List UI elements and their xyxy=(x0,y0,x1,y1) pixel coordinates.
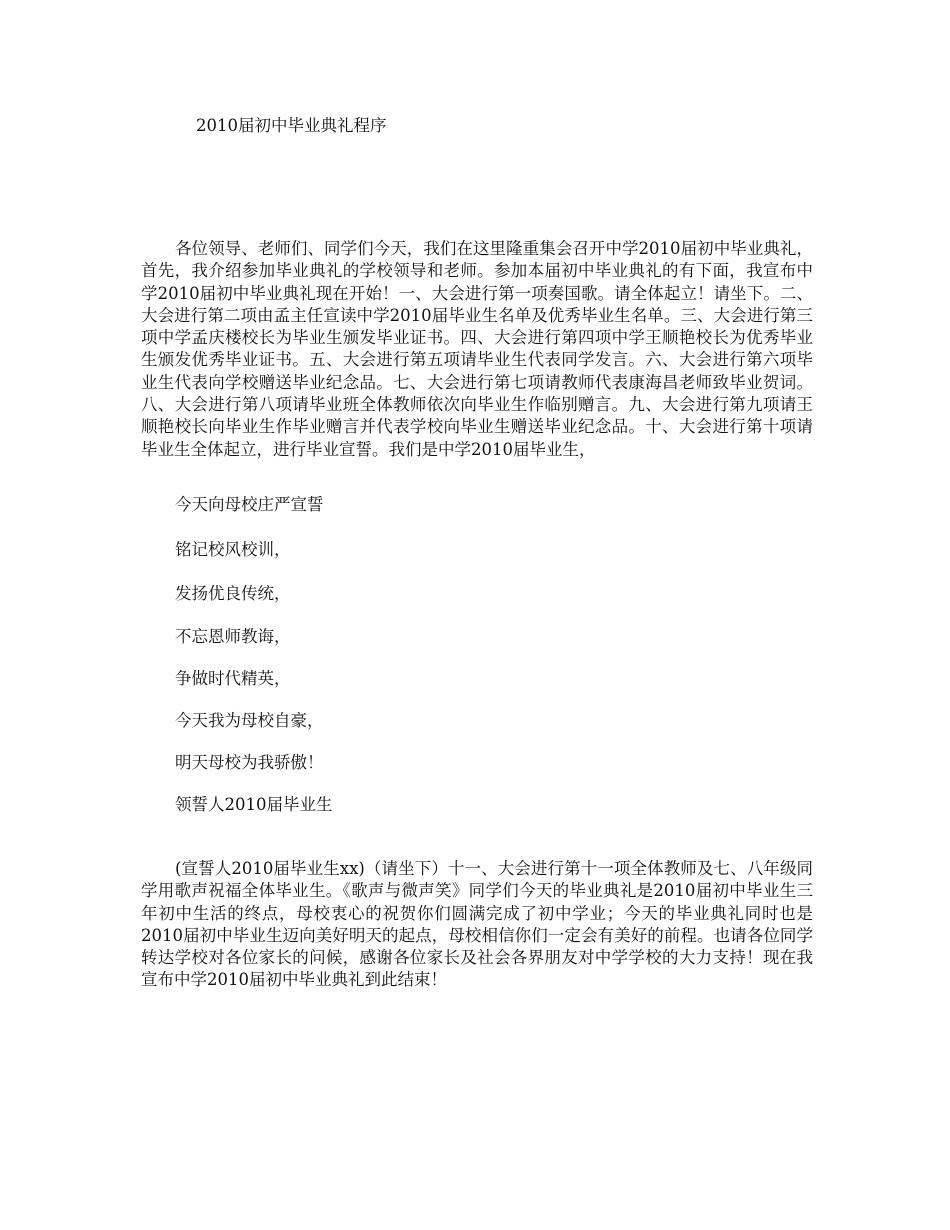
oath-line: 发扬优良传统， xyxy=(175,584,291,603)
document-title: 2010届初中毕业典礼程序 xyxy=(196,116,387,135)
oath-line: 铭记校风校训， xyxy=(175,540,291,559)
closing-paragraph: (宣誓人2010届毕业生xx)（请坐下）十一、大会进行第十一项全体教师及七、八年级同学用歌声祝福全体毕业生。《歌声与微声笑》同学们今天的毕业典礼是2010届初中毕业生三年初中生活的终点，母校衷心的祝贺你们圆满完成了初中学业；今天的毕业典礼同时也是2010届初中毕业生迈向美好明天的起点，母校相信你们一定会有美好的前程。也请各位同学转达学校对各位家长的问候，感谢各位家长及社会各界朋友对中学学校的大力支持！现在我宣布中学2010届初中毕业典礼到此结束！ xyxy=(141,859,813,990)
oath-line: 今天向母校庄严宣誓 xyxy=(175,495,324,514)
oath-line: 明天母校为我骄傲！ xyxy=(175,753,324,772)
oath-line: 今天我为母校自豪， xyxy=(175,711,324,730)
oath-line: 争做时代精英， xyxy=(175,669,291,688)
oath-leader-line: 领誓人2010届毕业生 xyxy=(175,795,333,814)
opening-paragraph: 各位领导、老师们、同学们今天，我们在这里隆重集会召开中学2010届初中毕业典礼，首先，我介绍参加毕业典礼的学校领导和老师。参加本届初中毕业典礼的有下面，我宣布中学2010届初中毕业典礼现在开始！一、大会进行第一项奏国歌。请全体起立！请坐下。二、大会进行第二项由孟主任宣读中学2010届毕业生名单及优秀毕业生名单。三、大会进行第三项中学孟庆楼校长为毕业生颁发毕业证书。四、大会进行第四项中学王顺艳校长为优秀毕业生颁发优秀毕业证书。五、大会进行第五项请毕业生代表同学发言。六、大会进行第六项毕业生代表向学校赠送毕业纪念品。七、大会进行第七项请教师代表康海昌老师致毕业贺词。八、大会进行第八项请毕业班全体教师依次向毕业生作临别赠言。九、大会进行第九项请王顺艳校长向毕业生作毕业赠言并代表学校向毕业生赠送毕业纪念品。十、大会进行第十项请毕业生全体起立，进行毕业宣誓。我们是中学2010届毕业生， xyxy=(141,239,813,459)
oath-line: 不忘恩师教诲， xyxy=(175,627,291,646)
